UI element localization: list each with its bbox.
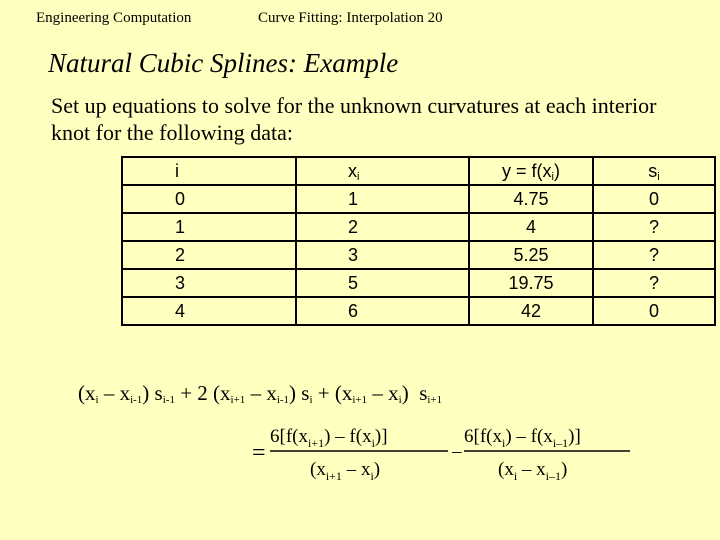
slide-topic-header: Curve Fitting: Interpolation 20 xyxy=(258,10,443,26)
cell-x: 1 xyxy=(296,185,469,213)
spline-equation-lhs: $(x_i - x_{i-1}) s_{i-1} + 2$ $(x_{i+1} - x_{i-1}) s_i + (x_{i+1} - x_i)$ $s_{i+1}$ xyxy=(78,381,443,406)
spline-equation-rhs xyxy=(250,420,650,486)
cell-s: ? xyxy=(593,213,715,241)
cell-i: 0 xyxy=(122,185,296,213)
header-y: $y = f(x_i)$ xyxy=(469,157,593,185)
slide-title: Natural Cubic Splines: Example xyxy=(48,48,399,78)
cell-s: ? xyxy=(593,269,715,297)
table-row xyxy=(122,213,715,241)
svg-text:–: – xyxy=(452,441,462,462)
cell-i: 4 xyxy=(122,297,296,325)
cell-s: 0 xyxy=(593,297,715,325)
table-row xyxy=(122,297,715,325)
cell-i: 2 xyxy=(122,241,296,269)
cell-y: 4.75 xyxy=(469,185,593,213)
svg-text:=: = xyxy=(252,440,266,466)
cell-y: 4 xyxy=(469,213,593,241)
data-table xyxy=(121,156,716,326)
table-header-row xyxy=(122,157,715,185)
cell-x: 6 xyxy=(296,297,469,325)
cell-y: 42 xyxy=(469,297,593,325)
denominator-1: $(x_{i+1} - x_i)$ xyxy=(310,459,381,483)
cell-s: ? xyxy=(593,241,715,269)
intro-text: Set up equations to solve for the unknown curvatures at each interior knot for the following data: xyxy=(51,93,657,145)
table-row xyxy=(122,269,715,297)
cell-i: 3 xyxy=(122,269,296,297)
cell-y: 19.75 xyxy=(469,269,593,297)
header-x: $x_i$ xyxy=(296,157,469,185)
header-s: $s_i$ xyxy=(593,157,715,185)
course-header: Engineering Computation xyxy=(36,10,192,26)
numerator-2: $6[f(x_i) - f(x_{i-1})]$ xyxy=(464,426,581,450)
cell-x: 2 xyxy=(296,213,469,241)
table-row xyxy=(122,185,715,213)
cell-x: 5 xyxy=(296,269,469,297)
table-row xyxy=(122,241,715,269)
header-i: i xyxy=(122,157,296,185)
cell-s: 0 xyxy=(593,185,715,213)
numerator-1: $6[f(x_{i+1}) - f(x_i)]$ xyxy=(270,426,388,450)
cell-x: 3 xyxy=(296,241,469,269)
cell-y: 5.25 xyxy=(469,241,593,269)
cell-i: 1 xyxy=(122,213,296,241)
denominator-2: $(x_i - x_{i-1})$ xyxy=(498,459,568,483)
